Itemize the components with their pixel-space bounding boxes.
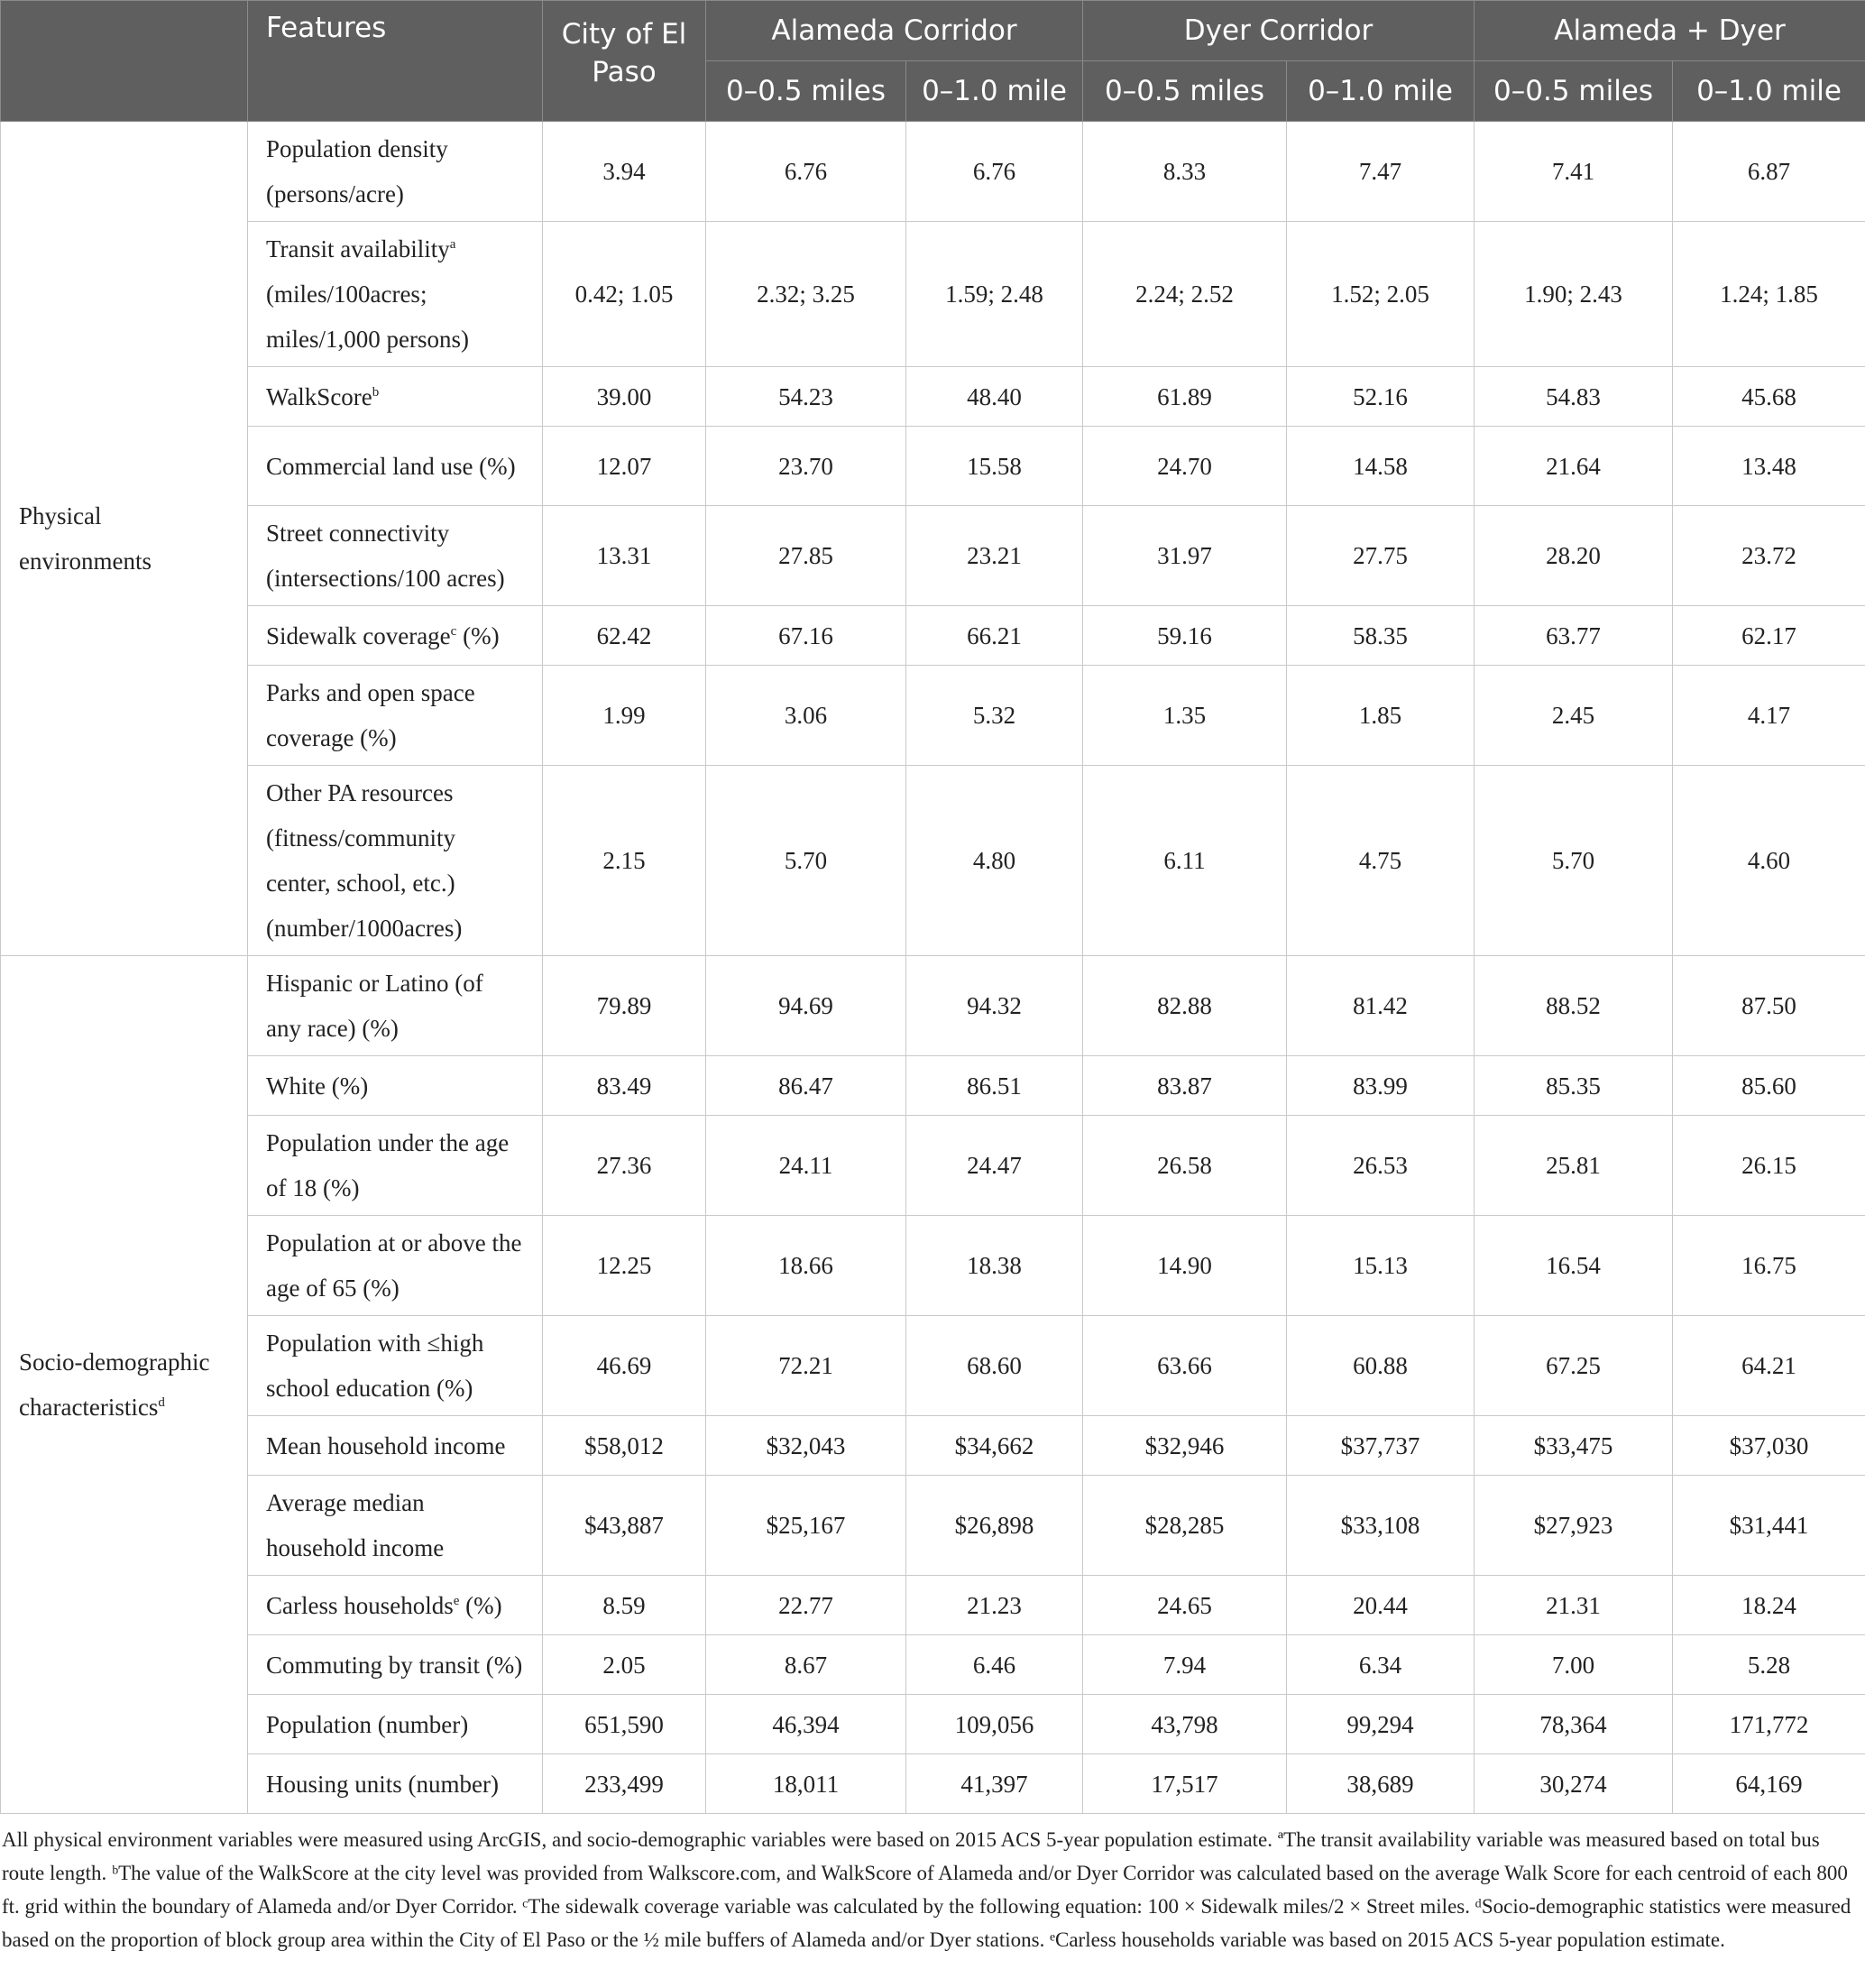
cell-combined-half: 85.35 [1475,1056,1673,1116]
cell-alameda-half: 67.16 [706,606,906,666]
cell-combined-half: 28.20 [1475,506,1673,606]
header-sub-combined-one: 0–1.0 mile [1673,61,1865,122]
cell-dyer-one: 7.47 [1287,122,1475,222]
row-label-text: Street connectivity (intersections/100 acres) [266,520,505,592]
cell-combined-half: 16.54 [1475,1216,1673,1316]
cell-alameda-one: 6.46 [906,1635,1083,1695]
cell-alameda-one: 1.59; 2.48 [906,222,1083,367]
cell-combined-half: $27,923 [1475,1476,1673,1576]
footnote-marker: b [372,384,380,400]
cell-alameda-half: 54.23 [706,367,906,427]
row-label-text: Carless households [266,1591,454,1619]
cell-dyer-half: 63.66 [1083,1316,1287,1416]
cell-dyer-one: 60.88 [1287,1316,1475,1416]
table-row [1,427,1865,506]
cell-alameda-one: 23.21 [906,506,1083,606]
cell-alameda-one: 6.76 [906,122,1083,222]
cell-combined-half: $33,475 [1475,1416,1673,1476]
cell-dyer-half: 1.35 [1083,666,1287,766]
cell-combined-half: 21.31 [1475,1576,1673,1635]
cell-dyer-half: 31.97 [1083,506,1287,606]
category-label: Physical environments [19,502,152,575]
cell-combined-one: 171,772 [1673,1695,1865,1754]
category-physical [1,122,248,956]
header-city: City of El Paso [543,1,706,122]
cell-combined-one: 87.50 [1673,956,1865,1056]
cell-dyer-one: 81.42 [1287,956,1475,1056]
cell-combined-one: 26.15 [1673,1116,1865,1216]
cell-combined-one: 18.24 [1673,1576,1865,1635]
cell-dyer-half: 24.70 [1083,427,1287,506]
cell-dyer-half: 14.90 [1083,1216,1287,1316]
table-row [1,606,1865,666]
row-label [248,1476,543,1576]
cell-dyer-one: 27.75 [1287,506,1475,606]
table-row [1,1754,1865,1814]
cell-alameda-one: 15.58 [906,427,1083,506]
row-label-text: Hispanic or Latino (of any race) (%) [266,970,483,1042]
row-label [248,1416,543,1476]
cell-combined-half: 2.45 [1475,666,1673,766]
cell-dyer-one: 38,689 [1287,1754,1475,1814]
row-label-text: Population with ≤high school education (%) [266,1330,484,1402]
header-group-alameda: Alameda Corridor [706,1,1083,61]
cell-dyer-half: 59.16 [1083,606,1287,666]
header-group-dyer: Dyer Corridor [1083,1,1475,61]
cell-city: 83.49 [543,1056,706,1116]
cell-dyer-one: $33,108 [1287,1476,1475,1576]
row-label-suffix: (%) [456,621,500,649]
row-label-suffix: (%) [459,1591,502,1619]
cell-alameda-half: 23.70 [706,427,906,506]
cell-alameda-one: 41,397 [906,1754,1083,1814]
cell-alameda-one: $26,898 [906,1476,1083,1576]
cell-alameda-one: 94.32 [906,956,1083,1056]
cell-dyer-one: 4.75 [1287,766,1475,956]
cell-city: 39.00 [543,367,706,427]
cell-combined-half: 63.77 [1475,606,1673,666]
cell-dyer-one: 83.99 [1287,1056,1475,1116]
table-row [1,506,1865,606]
row-label [248,222,543,367]
cell-combined-one: $31,441 [1673,1476,1865,1576]
cell-alameda-one: 24.47 [906,1116,1083,1216]
row-label [248,1754,543,1814]
row-label-text: Sidewalk coverage [266,621,451,649]
cell-combined-one: 85.60 [1673,1056,1865,1116]
cell-alameda-half: 94.69 [706,956,906,1056]
cell-city: 651,590 [543,1695,706,1754]
cell-combined-half: 30,274 [1475,1754,1673,1814]
table-footnote: All physical environment variables were measured using ArcGIS, and socio-demographic variables were based on 2015 ACS 5-year population estimate. ªThe transit availability variable was measured based on total bus route length. ᵇThe value of the WalkScore at the city level was provided from Walkscore.com, and WalkScore of Alameda and/or Dyer Corridor was calculated based on the average Walk Score for each centroid of each 800 ft. grid within the boundary of Alameda and/or Dyer Corridor. ᶜThe sidewalk coverage variable was calculated by the following equation: 100 × Sidewalk miles/2 × Street miles. ᵈSocio-demographic statistics were measured based on the proportion of block group area within the City of El Paso or the ½ mile buffers of Alameda and/or Dyer stations. ᵉCarless households variable was based on 2015 ACS 5-year population estimate. [2,1828,1851,1951]
cell-dyer-half: 43,798 [1083,1695,1287,1754]
cell-alameda-one: 21.23 [906,1576,1083,1635]
table-row [1,1056,1865,1116]
row-label-text: Transit availability [266,235,450,262]
header-sub-alameda-half: 0–0.5 miles [706,61,906,122]
footnote-marker: a [449,237,456,252]
row-label-text: White (%) [266,1072,369,1100]
table-row [1,956,1865,1056]
row-label [248,1116,543,1216]
footnote-marker: c [450,623,457,639]
row-label [248,1576,543,1635]
row-label-text: Other PA resources (fitness/community center, school, etc.) (number/1000acres) [266,779,463,942]
row-label-text: Population under the age of 18 (%) [266,1129,510,1201]
header-sub-dyer-half: 0–0.5 miles [1083,61,1287,122]
cell-city: 12.25 [543,1216,706,1316]
cell-combined-one: 5.28 [1673,1635,1865,1695]
cell-dyer-half: 7.94 [1083,1635,1287,1695]
cell-city: 0.42; 1.05 [543,222,706,367]
cell-alameda-one: $34,662 [906,1416,1083,1476]
table-row [1,666,1865,766]
row-label [248,766,543,956]
row-label-suffix: (miles/100acres; miles/1,000 persons) [266,281,469,353]
header-sub-alameda-one: 0–1.0 mile [906,61,1083,122]
cell-city: 3.94 [543,122,706,222]
cell-dyer-half: $28,285 [1083,1476,1287,1576]
row-label-text: Population at or above the age of 65 (%) [266,1229,522,1302]
cell-alameda-half: 46,394 [706,1695,906,1754]
row-label [248,956,543,1056]
header-sub-dyer-one: 0–1.0 mile [1287,61,1475,122]
cell-city: 13.31 [543,506,706,606]
table-row [1,222,1865,367]
cell-combined-one: 16.75 [1673,1216,1865,1316]
row-label [248,1635,543,1695]
cell-city: 1.99 [543,666,706,766]
table-row [1,1576,1865,1635]
row-label-text: Commercial land use (%) [266,452,516,480]
table-row [1,1416,1865,1476]
cell-combined-one: 1.24; 1.85 [1673,222,1865,367]
cell-dyer-half: 2.24; 2.52 [1083,222,1287,367]
cell-alameda-half: 72.21 [706,1316,906,1416]
cell-alameda-half: 22.77 [706,1576,906,1635]
table-row [1,1116,1865,1216]
row-label [248,606,543,666]
cell-combined-one: $37,030 [1673,1416,1865,1476]
cell-alameda-one: 66.21 [906,606,1083,666]
cell-dyer-half: 26.58 [1083,1116,1287,1216]
cell-alameda-half: $25,167 [706,1476,906,1576]
cell-dyer-one: $37,737 [1287,1416,1475,1476]
table-body [1,122,1865,1814]
cell-combined-half: 7.41 [1475,122,1673,222]
cell-alameda-half: 5.70 [706,766,906,956]
cell-city: 79.89 [543,956,706,1056]
cell-combined-one: 4.60 [1673,766,1865,956]
row-label [248,1216,543,1316]
cell-alameda-one: 86.51 [906,1056,1083,1116]
cell-dyer-half: 24.65 [1083,1576,1287,1635]
cell-combined-one: 6.87 [1673,122,1865,222]
cell-alameda-half: $32,043 [706,1416,906,1476]
row-label [248,1695,543,1754]
table-row [1,367,1865,427]
cell-city: $43,887 [543,1476,706,1576]
header-sub-combined-half: 0–0.5 miles [1475,61,1673,122]
cell-combined-one: 64.21 [1673,1316,1865,1416]
cell-combined-half: 88.52 [1475,956,1673,1056]
table-row [1,1635,1865,1695]
cell-alameda-half: 2.32; 3.25 [706,222,906,367]
cell-city: 12.07 [543,427,706,506]
cell-combined-half: 78,364 [1475,1695,1673,1754]
cell-dyer-half: 83.87 [1083,1056,1287,1116]
cell-dyer-one: 99,294 [1287,1695,1475,1754]
cell-dyer-half: 6.11 [1083,766,1287,956]
table-row [1,122,1865,222]
row-label [248,506,543,606]
cell-alameda-half: 8.67 [706,1635,906,1695]
footnote-marker: d [158,1395,165,1410]
cell-alameda-half: 18,011 [706,1754,906,1814]
cell-city: 8.59 [543,1576,706,1635]
cell-dyer-one: 26.53 [1287,1116,1475,1216]
cell-alameda-half: 24.11 [706,1116,906,1216]
cell-alameda-half: 18.66 [706,1216,906,1316]
row-label-text: Housing units (number) [266,1770,499,1798]
cell-combined-half: 54.83 [1475,367,1673,427]
row-label-text: Average median household income [266,1489,445,1561]
cell-city: 233,499 [543,1754,706,1814]
row-label-text: Population (number) [266,1710,469,1738]
cell-dyer-half: 17,517 [1083,1754,1287,1814]
cell-dyer-half: 8.33 [1083,122,1287,222]
cell-alameda-half: 27.85 [706,506,906,606]
table-row [1,1216,1865,1316]
cell-city: 46.69 [543,1316,706,1416]
row-label [248,666,543,766]
cell-combined-half: 1.90; 2.43 [1475,222,1673,367]
cell-alameda-half: 6.76 [706,122,906,222]
category-socio [1,956,248,1814]
cell-city: 27.36 [543,1116,706,1216]
cell-dyer-half: $32,946 [1083,1416,1287,1476]
cell-dyer-one: 1.52; 2.05 [1287,222,1475,367]
footnote-marker: e [453,1593,460,1608]
header-features: Features [248,1,543,122]
cell-dyer-half: 82.88 [1083,956,1287,1056]
cell-combined-one: 23.72 [1673,506,1865,606]
table-row [1,1695,1865,1754]
cell-city: 62.42 [543,606,706,666]
cell-alameda-one: 68.60 [906,1316,1083,1416]
cell-combined-one: 45.68 [1673,367,1865,427]
table-row [1,1316,1865,1416]
cell-combined-one: 13.48 [1673,427,1865,506]
row-label [248,367,543,427]
cell-combined-one: 64,169 [1673,1754,1865,1814]
cell-dyer-half: 61.89 [1083,367,1287,427]
cell-combined-half: 5.70 [1475,766,1673,956]
cell-alameda-one: 48.40 [906,367,1083,427]
row-label-text: WalkScore [266,382,372,410]
cell-alameda-half: 86.47 [706,1056,906,1116]
cell-combined-one: 62.17 [1673,606,1865,666]
cell-city: 2.15 [543,766,706,956]
cell-alameda-one: 18.38 [906,1216,1083,1316]
cell-dyer-one: 15.13 [1287,1216,1475,1316]
cell-dyer-one: 6.34 [1287,1635,1475,1695]
cell-dyer-one: 58.35 [1287,606,1475,666]
cell-combined-half: 7.00 [1475,1635,1673,1695]
row-label-text: Population density (persons/acre) [266,135,448,207]
table-row [1,1476,1865,1576]
cell-combined-half: 21.64 [1475,427,1673,506]
cell-combined-half: 67.25 [1475,1316,1673,1416]
row-label-text: Commuting by transit (%) [266,1651,523,1679]
row-label [248,427,543,506]
row-label-text: Parks and open space coverage (%) [266,679,475,751]
cell-dyer-one: 14.58 [1287,427,1475,506]
cell-dyer-one: 20.44 [1287,1576,1475,1635]
row-label [248,122,543,222]
category-label: Socio-demographic characteristics [19,1348,210,1421]
cell-city: 2.05 [543,1635,706,1695]
cell-dyer-one: 52.16 [1287,367,1475,427]
cell-city: $58,012 [543,1416,706,1476]
row-label-text: Mean household income [266,1431,506,1459]
cell-alameda-half: 3.06 [706,666,906,766]
header-blank [1,1,248,122]
cell-alameda-one: 109,056 [906,1695,1083,1754]
cell-alameda-one: 5.32 [906,666,1083,766]
cell-combined-half: 25.81 [1475,1116,1673,1216]
cell-alameda-one: 4.80 [906,766,1083,956]
cell-combined-one: 4.17 [1673,666,1865,766]
row-label [248,1316,543,1416]
row-label [248,1056,543,1116]
header-group-combined: Alameda + Dyer [1475,1,1865,61]
table-row [1,766,1865,956]
cell-dyer-one: 1.85 [1287,666,1475,766]
